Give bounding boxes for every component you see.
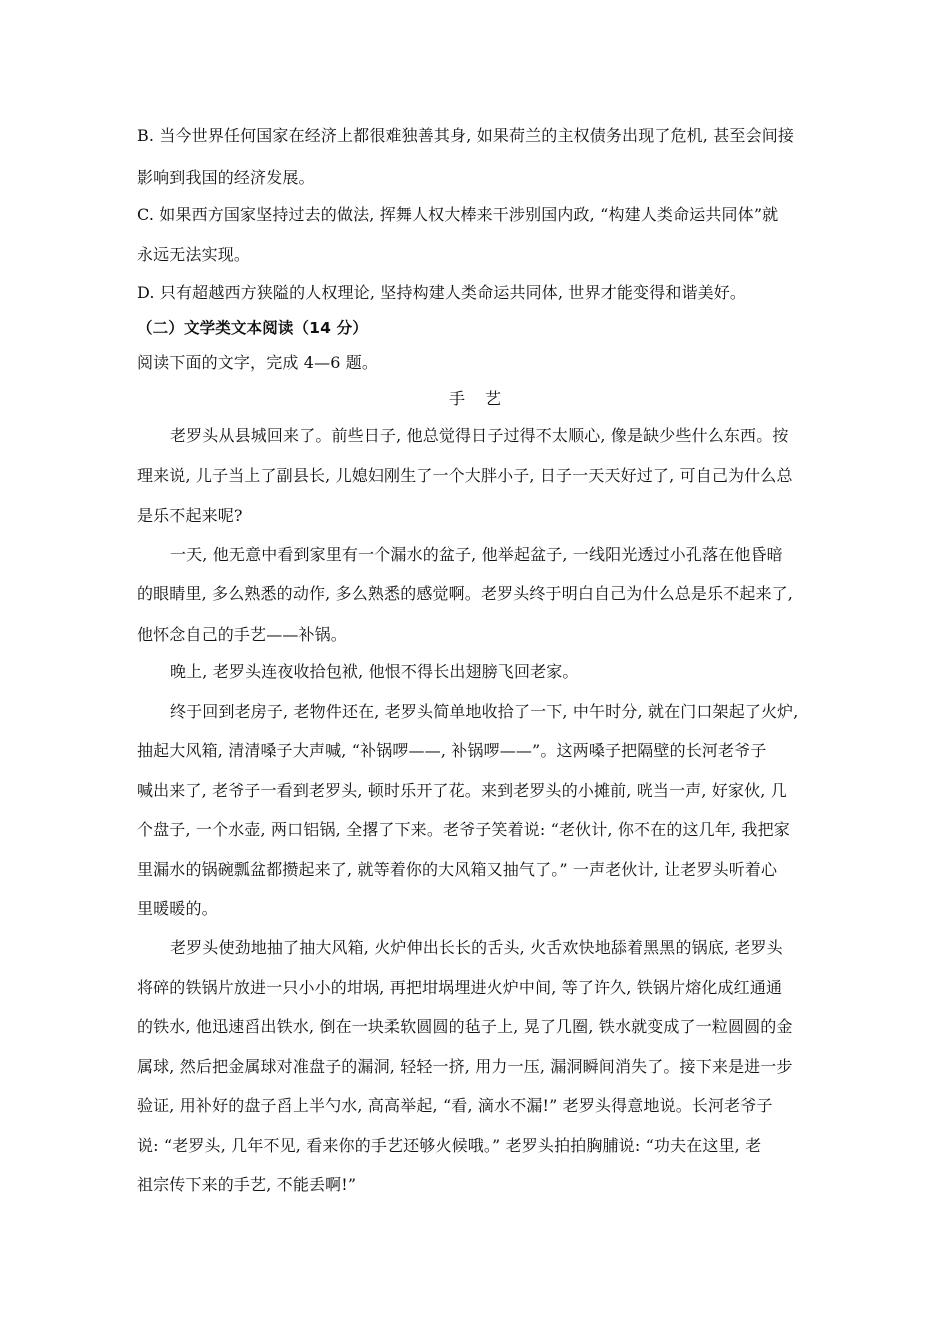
story-line: 个盘子, 一个水壶, 两口铝锅, 全撂了下来。老爷子笑着说: “老伙计, 你不在的这几年, 我把家 [137,820,790,839]
story-line: 晚上, 老罗头连夜收拾包袱, 他恨不得长出翅膀飞回老家。 [170,662,579,681]
story-line: 喊出来了, 老爷子一看到老罗头, 顿时乐开了花。来到老罗头的小摊前, 咣当一声, 好家伙, 几 [137,781,787,800]
story-line: 里暖暖的。 [137,899,218,918]
option-d-line-1: D. 只有超越西方狭隘的人权理论, 坚持构建人类命运共同体, 世界才能变得和谐美好。 [137,283,747,302]
story-line: 将碎的铁锅片放进一只小小的坩埚, 再把坩埚埋进火炉中间, 等了许久, 铁锅片熔化成红通通 [137,978,783,997]
story-line: 他怀念自己的手艺——补锅。 [137,625,347,644]
story-line: 理来说, 儿子当上了副县长, 儿媳妇刚生了一个大胖小子, 日子一天天好过了, 可自己为什么总 [137,466,793,485]
section-instruction: 阅读下面的文字，完成 4—6 题。 [137,353,379,372]
option-b-line-1: B. 当今世界任何国家在经济上都很难独善其身, 如果荷兰的主权债务出现了危机, 甚至会间接 [137,126,795,145]
option-c-line-2: 永远无法实现。 [137,245,251,264]
option-b-line-2: 影响到我国的经济发展。 [137,168,315,187]
story-line: 的眼睛里, 多么熟悉的动作, 多么熟悉的感觉啊。老罗头终于明白自己为什么总是乐不起来了, [137,584,794,603]
section-heading: （二）文学类文本阅读（14 分） [137,319,368,337]
story-line: 老罗头从县城回来了。前些日子, 他总觉得日子过得不太顺心, 像是缺少些什么东西。按 [170,426,789,445]
option-c-line-1: C. 如果西方国家坚持过去的做法, 挥舞人权大棒来干涉别国内政, “构建人类命运共同体”就 [137,205,779,224]
story-line: 是乐不起来呢? [137,506,243,525]
story-line: 抽起大风箱, 清清嗓子大声喊, “补锅啰——, 补锅啰——”。这两嗓子把隔壁的长河老爷子 [137,741,767,760]
story-line: 验证, 用补好的盘子舀上半勺水, 高高举起, “看, 滴水不漏!” 老罗头得意地说。长河老爷子 [137,1096,773,1115]
story-line: 说: “老罗头, 几年不见, 看来你的手艺还够火候哦。” 老罗头拍拍胸脯说: “功夫在这里, 老 [137,1136,762,1155]
story-line: 里漏水的锅碗瓢盆都攒起来了, 就等着你的大风箱又抽气了。” 一声老伙计, 让老罗头听着心 [137,860,778,879]
story-line: 的铁水, 他迅速舀出铁水, 倒在一块柔软圆圆的毡子上, 晃了几圈, 铁水就变成了一粒圆圆的金 [137,1017,793,1036]
story-line: 一天, 他无意中看到家里有一个漏水的盆子, 他举起盆子, 一线阳光透过小孔落在他昏暗 [170,545,783,564]
story-line: 老罗头使劲地抽了抽大风箱, 火炉伸出长长的舌头, 火舌欢快地舔着黑黑的锅底, 老罗头 [170,938,783,957]
story-title: 手艺 [448,389,521,408]
story-line: 终于回到老房子, 老物件还在, 老罗头简单地收拾了一下, 中午时分, 就在门口架起了火炉, [170,702,799,721]
story-line: 祖宗传下来的手艺, 不能丢啊!” [137,1175,357,1194]
story-line: 属球, 然后把金属球对准盘子的漏洞, 轻轻一挤, 用力一压, 漏洞瞬间消失了。接下来是进一步 [137,1057,793,1076]
